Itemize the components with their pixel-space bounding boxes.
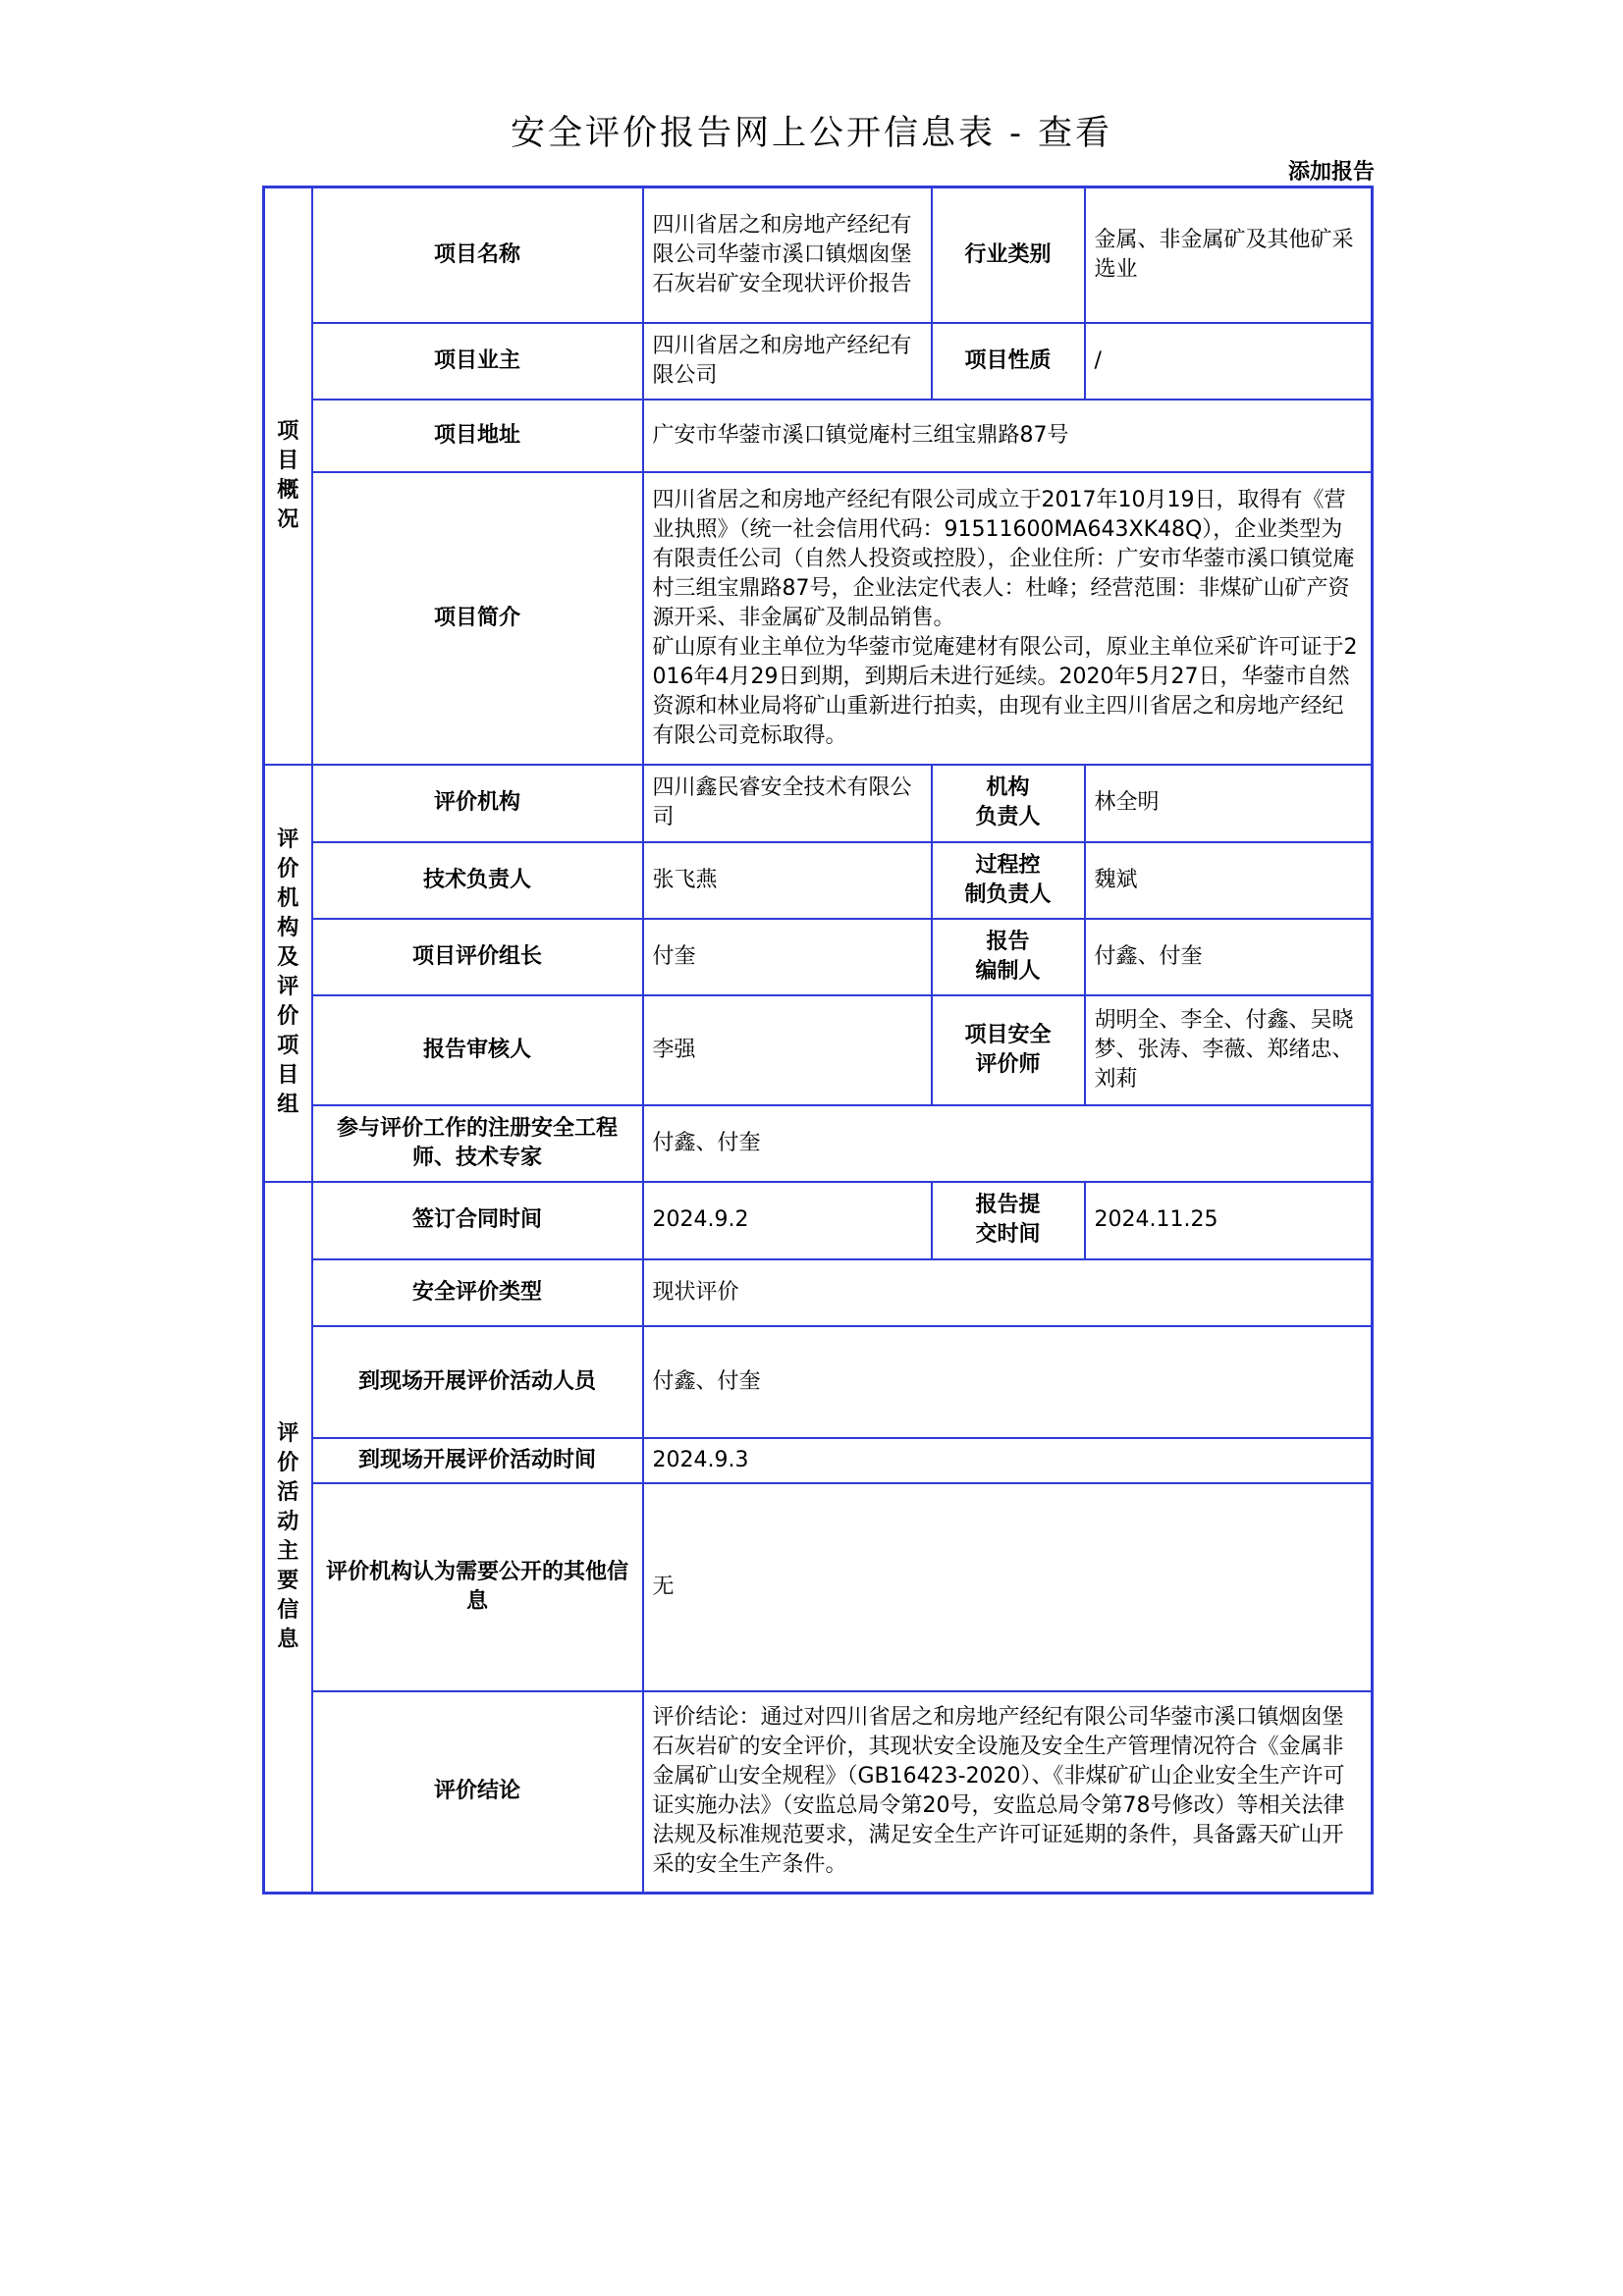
process-head-label: 过程控 制负责人 <box>932 842 1085 919</box>
info-table <box>262 186 1374 1895</box>
project-name-value: 四川省居之和房地产经纪有限公司华蓥市溪口镇烟囱堡石灰岩矿安全现状评价报告 <box>643 187 932 323</box>
row-reviewer <box>264 995 1373 1105</box>
other-info-label: 评价机构认为需要公开的其他信息 <box>312 1483 643 1691</box>
agency-label: 评价机构 <box>312 765 643 842</box>
intro-value: 四川省居之和房地产经纪有限公司成立于2017年10月19日，取得有《营业执照》（统一社会信用代码：91511600MA643XK48Q），企业类型为有限责任公司（自然人投资或控股），企业住所：广安市华蓥市溪口镇觉庵村三组宝鼎路87号，企业法定代表人：杜峰；经营范围：非煤矿山矿产资源开采、非金属矿及制品销售。 矿山原有业主单位为华蓥市觉庵建材有限公司，原业主单位采矿许可证于2016年4月29日到期，到期后未进行延续。2020年5月27日，华蓥市自然资源和林业局将矿山重新进行拍卖，由现有业主四川省居之和房地产经纪有限公司竞标取得。 <box>643 472 1373 765</box>
row-agency <box>264 765 1373 842</box>
owner-value: 四川省居之和房地产经纪有限公司 <box>643 323 932 400</box>
group-label-org: 评 价 机 构 及 评 价 项 目 组 <box>264 765 312 1182</box>
row-contract-date <box>264 1182 1373 1259</box>
other-info-value: 无 <box>643 1483 1373 1691</box>
site-date-label: 到现场开展评价活动时间 <box>312 1438 643 1483</box>
submit-date-label: 报告提 交时间 <box>932 1182 1085 1259</box>
conclusion-label: 评价结论 <box>312 1691 643 1894</box>
agency-value: 四川鑫民睿安全技术有限公司 <box>643 765 932 842</box>
industry-value: 金属、非金属矿及其他矿采选业 <box>1085 187 1373 323</box>
row-conclusion <box>264 1691 1373 1894</box>
nature-value: / <box>1085 323 1373 400</box>
team-leader-label: 项目评价组长 <box>312 919 643 995</box>
industry-label: 行业类别 <box>932 187 1085 323</box>
site-staff-label: 到现场开展评价活动人员 <box>312 1326 643 1438</box>
contract-date-label: 签订合同时间 <box>312 1182 643 1259</box>
site-staff-value: 付鑫、付奎 <box>643 1326 1373 1438</box>
assessors-label: 项目安全 评价师 <box>932 995 1085 1105</box>
experts-label: 参与评价工作的注册安全工程师、技术专家 <box>312 1105 643 1182</box>
row-tech-head <box>264 842 1373 919</box>
row-site-staff <box>264 1326 1373 1438</box>
reviewer-value: 李强 <box>643 995 932 1105</box>
tech-head-value: 张飞燕 <box>643 842 932 919</box>
group-label-overview: 项 目 概 况 <box>264 187 312 765</box>
eval-type-value: 现状评价 <box>643 1259 1373 1326</box>
row-address <box>264 400 1373 472</box>
page-title: 安全评价报告网上公开信息表 - 查看 <box>510 114 1113 153</box>
team-leader-value: 付奎 <box>643 919 932 995</box>
conclusion-value: 评价结论：通过对四川省居之和房地产经纪有限公司华蓥市溪口镇烟囱堡石灰岩矿的安全评价，其现状安全设施及安全生产管理情况符合《金属非金属矿山安全规程》（GB16423-2020）、《非煤矿矿山企业安全生产许可证实施办法》（安监总局令第20号，安监总局令第78号修改）等相关法律法规及标准规范要求，满足安全生产许可证延期的条件，具备露天矿山开采的安全生产条件。 <box>643 1691 1373 1894</box>
row-eval-type <box>264 1259 1373 1326</box>
compiler-value: 付鑫、付奎 <box>1085 919 1373 995</box>
assessors-value: 胡明全、李全、付鑫、吴晓梦、张涛、李薇、郑绪忠、刘莉 <box>1085 995 1373 1105</box>
address-label: 项目地址 <box>312 400 643 472</box>
row-team-leader <box>264 919 1373 995</box>
eval-type-label: 安全评价类型 <box>312 1259 643 1326</box>
site-date-value: 2024.9.3 <box>643 1438 1373 1483</box>
nature-label: 项目性质 <box>932 323 1085 400</box>
row-owner <box>264 323 1373 400</box>
experts-value: 付鑫、付奎 <box>643 1105 1373 1182</box>
agency-head-value: 林全明 <box>1085 765 1373 842</box>
tech-head-label: 技术负责人 <box>312 842 643 919</box>
row-other-info <box>264 1483 1373 1691</box>
address-value: 广安市华蓥市溪口镇觉庵村三组宝鼎路87号 <box>643 400 1373 472</box>
project-name-label: 项目名称 <box>312 187 643 323</box>
row-site-date <box>264 1438 1373 1483</box>
row-experts <box>264 1105 1373 1182</box>
row-intro <box>264 472 1373 765</box>
add-report-link[interactable]: 添加报告 <box>1287 160 1375 185</box>
agency-head-label: 机构 负责人 <box>932 765 1085 842</box>
group-label-activity: 评 价 活 动 主 要 信 息 <box>264 1182 312 1894</box>
reviewer-label: 报告审核人 <box>312 995 643 1105</box>
row-project-name <box>264 187 1373 323</box>
process-head-value: 魏斌 <box>1085 842 1373 919</box>
compiler-label: 报告 编制人 <box>932 919 1085 995</box>
submit-date-value: 2024.11.25 <box>1085 1182 1373 1259</box>
contract-date-value: 2024.9.2 <box>643 1182 932 1259</box>
intro-label: 项目简介 <box>312 472 643 765</box>
owner-label: 项目业主 <box>312 323 643 400</box>
